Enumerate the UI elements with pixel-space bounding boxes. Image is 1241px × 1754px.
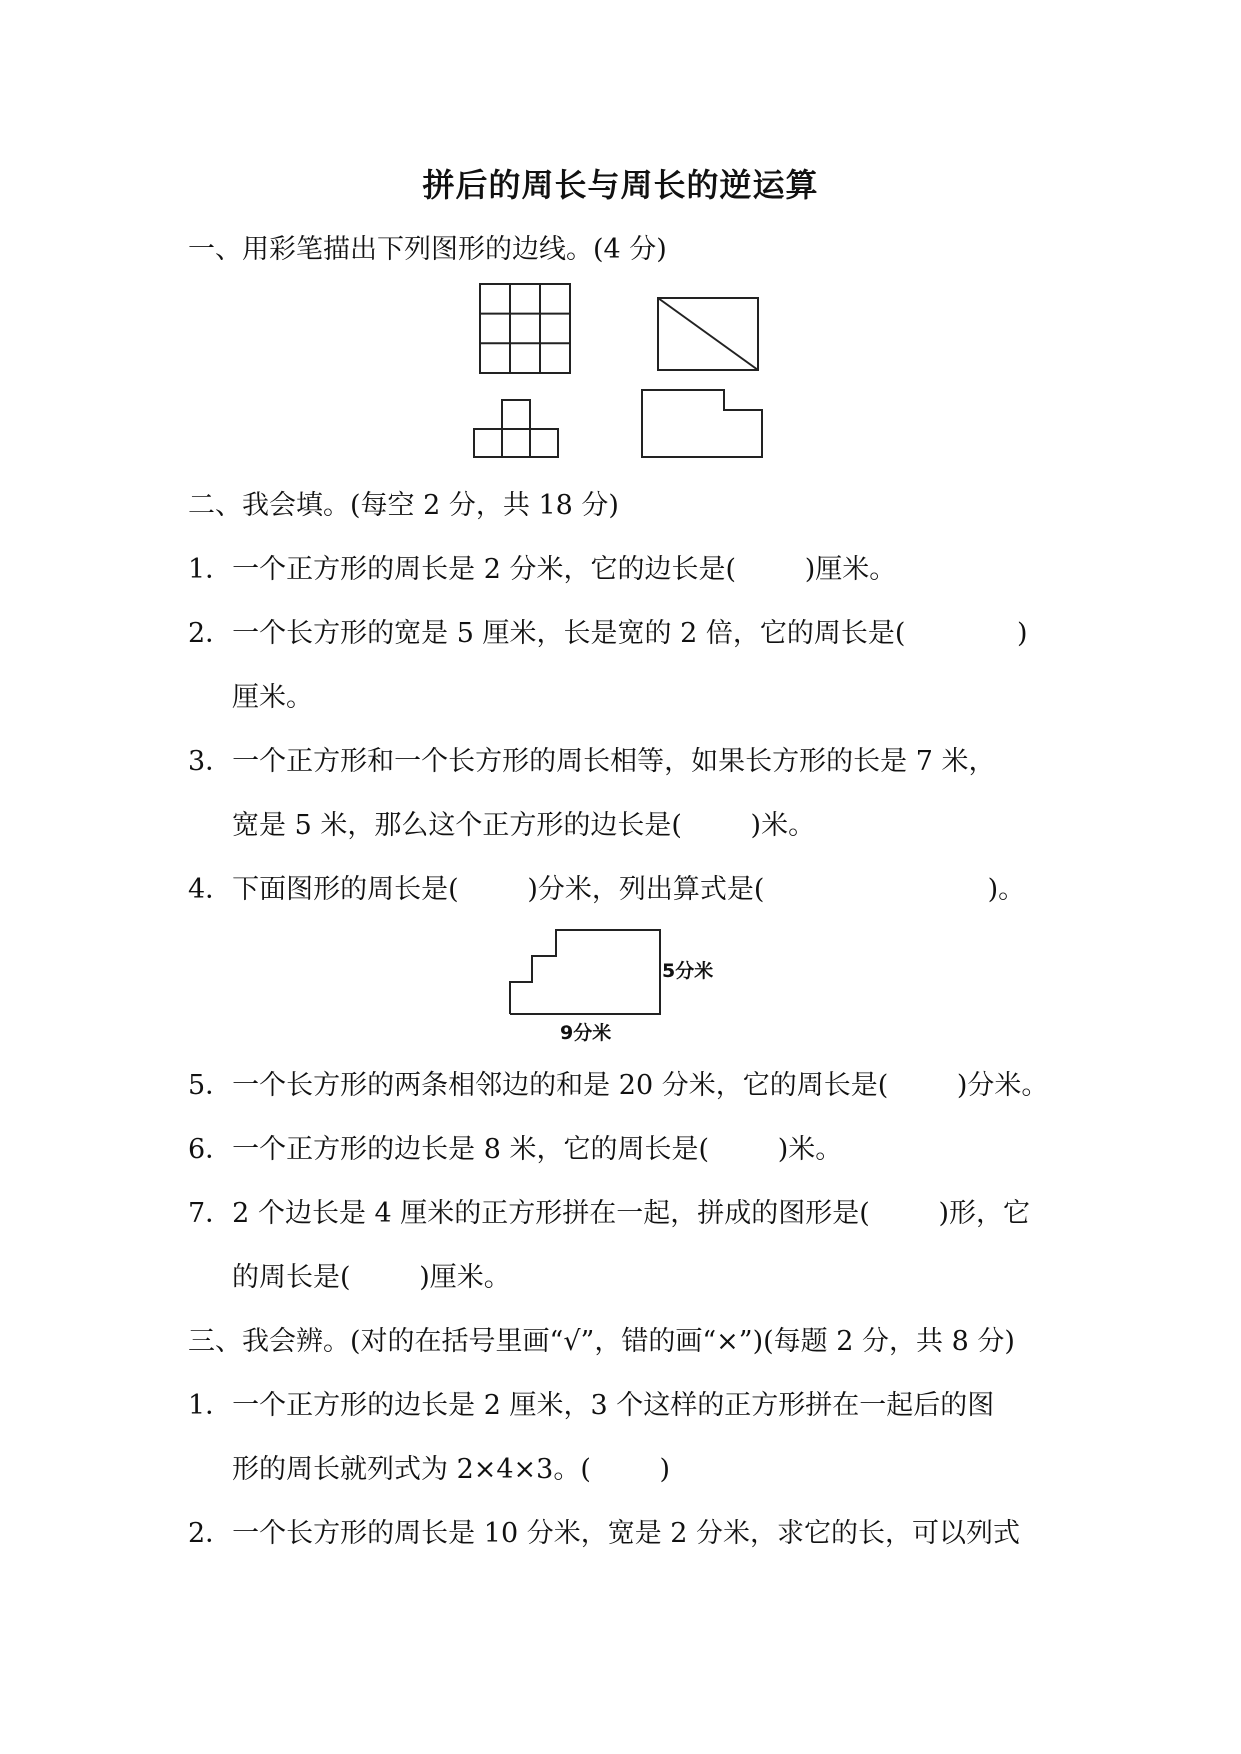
width-label: 9分米 (560, 1022, 612, 1044)
judge-question-2: 2．一个长方形的周长是 10 分米，宽是 2 分米，求它的长，可以列式 (188, 1518, 1021, 1549)
fill-question-5: 5．一个长方形的两条相邻边的和是 20 分米，它的周长是( )分米。 (188, 1070, 1049, 1101)
notched-rectangle-figure (640, 388, 766, 460)
fill-question-4: 4．下面图形的周长是( )分米，列出算式是( )。 (188, 874, 1026, 905)
fill-question-3: 3．一个正方形和一个长方形的周长相等，如果长方形的长是 7 米， (188, 746, 996, 777)
fill-question-2: 2．一个长方形的宽是 5 厘米，长是宽的 2 倍，它的周长是( ) (188, 618, 1028, 649)
staircase-figure (508, 926, 664, 1018)
section-2-heading: 二、我会填。(每空 2 分，共 18 分) (188, 490, 619, 521)
page-title: 拼后的周长与周长的逆运算 (422, 166, 819, 204)
judge-question-1-cont: 形的周长就列式为 2×4×3。( ) (232, 1454, 671, 1485)
grid-square-figure (478, 282, 574, 376)
fill-question-7: 7．2 个边长是 4 厘米的正方形拼在一起，拼成的图形是( )形，它 (188, 1198, 1031, 1229)
fill-question-1: 1．一个正方形的周长是 2 分米，它的边长是( )厘米。 (188, 554, 897, 585)
section-3-heading: 三、我会辨。(对的在括号里画“√”，错的画“×”)(每题 2 分，共 8 分) (188, 1326, 1015, 1357)
section-1-heading: 一、用彩笔描出下列图形的边线。(4 分) (188, 234, 667, 265)
height-label: 5分米 (662, 960, 714, 982)
rectangle-diagonal-figure (656, 296, 762, 374)
fill-question-7-cont: 的周长是( )厘米。 (232, 1262, 511, 1293)
fill-question-3-cont: 宽是 5 米，那么这个正方形的边长是( )米。 (232, 810, 816, 841)
fill-question-2-cont: 厘米。 (232, 682, 313, 713)
fill-question-6: 6．一个正方形的边长是 8 米，它的周长是( )米。 (188, 1134, 843, 1165)
stacked-squares-figure (472, 398, 564, 460)
judge-question-1: 1．一个正方形的边长是 2 厘米，3 个这样的正方形拼在一起后的图 (188, 1390, 995, 1421)
